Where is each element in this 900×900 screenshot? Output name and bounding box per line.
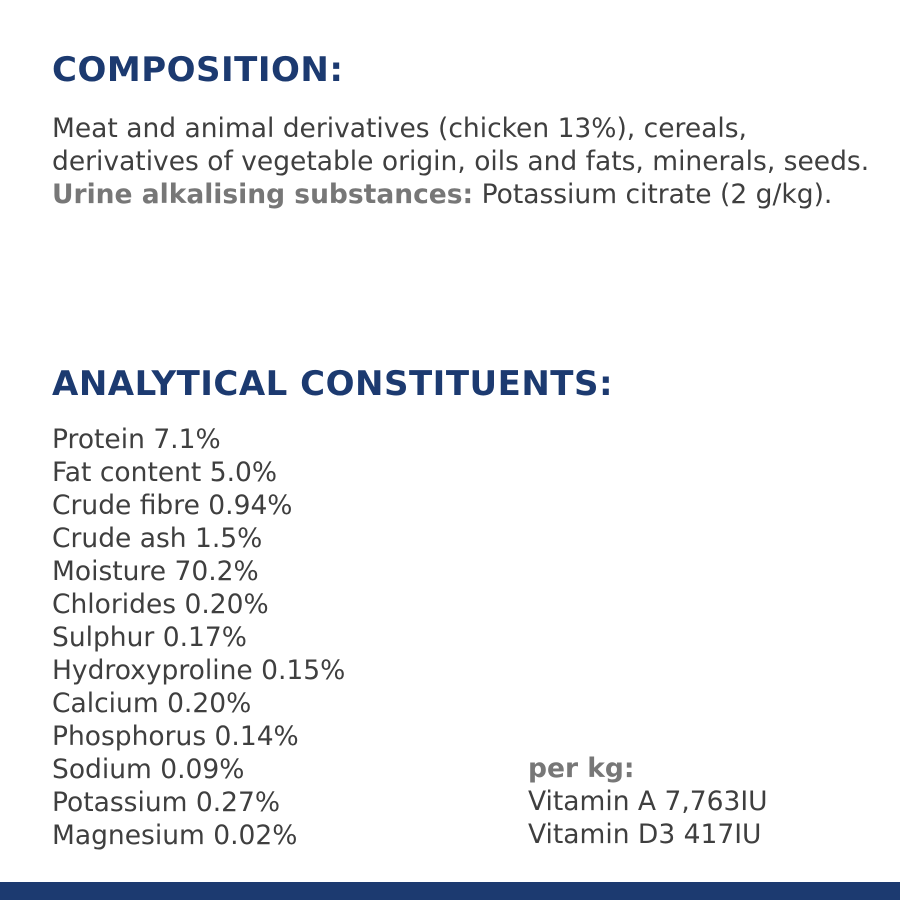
constituent-item: Sodium 0.09% (52, 754, 245, 785)
per-kg-label: per kg: (528, 753, 635, 784)
footer-bar (0, 882, 900, 900)
constituent-item: Magnesium 0.02% (52, 820, 298, 851)
constituent-item: Fat content 5.0% (52, 457, 278, 488)
constituent-item: Calcium 0.20% (52, 688, 252, 719)
urine-alkalising-text: Potassium citrate (2 g/kg). (473, 179, 833, 210)
analytical-constituents-list (52, 423, 345, 852)
urine-alkalising-label: Urine alkalising substances: (52, 179, 474, 210)
analytical-constituents-heading: ANALYTICAL CONSTITUENTS: (52, 364, 614, 404)
composition-ingredients: Meat and animal derivatives (chicken 13%), cereals, derivatives of vegetable origin, oils and fats, minerals, seeds. (52, 113, 870, 177)
vitamins-list (528, 785, 768, 851)
constituent-item: Crude fibre 0.94% (52, 490, 293, 521)
constituent-item: Sulphur 0.17% (52, 622, 247, 653)
constituent-item: Chlorides 0.20% (52, 589, 269, 620)
constituent-item: Crude ash 1.5% (52, 523, 263, 554)
urine-alkalising-paragraph (52, 178, 872, 211)
vitamin-item: Vitamin D3 417IU (528, 819, 762, 850)
composition-heading: COMPOSITION: (52, 50, 344, 90)
constituent-item: Potassium 0.27% (52, 787, 281, 818)
constituent-item: Protein 7.1% (52, 424, 221, 455)
constituent-item: Phosphorus 0.14% (52, 721, 299, 752)
vitamins-section (528, 752, 768, 851)
composition-section (52, 112, 872, 211)
vitamin-item: Vitamin A 7,763IU (528, 786, 768, 817)
constituent-item: Moisture 70.2% (52, 556, 259, 587)
constituent-item: Hydroxyproline 0.15% (52, 655, 346, 686)
